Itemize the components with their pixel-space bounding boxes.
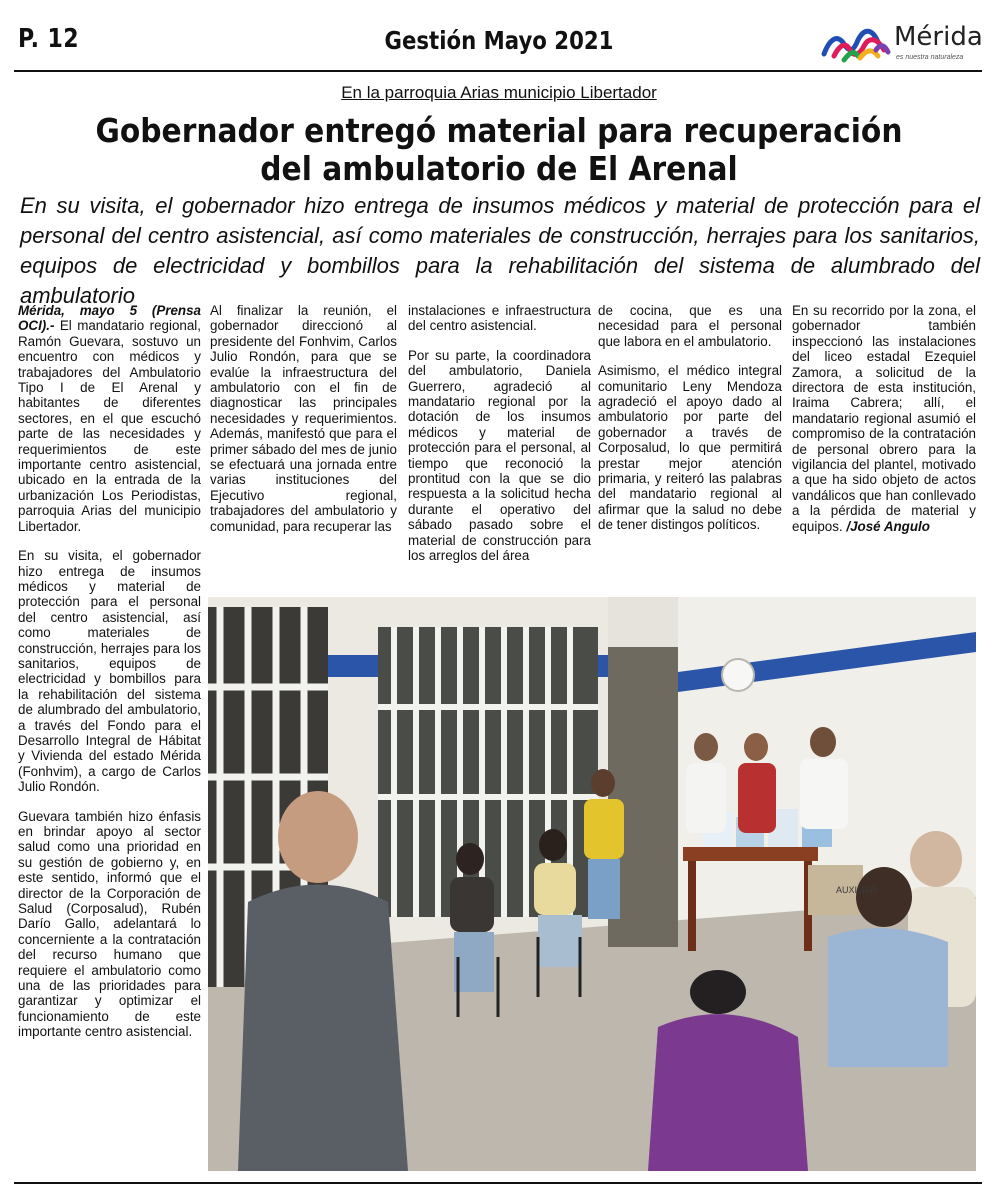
meeting-scene-photo [208, 597, 976, 1171]
paragraph: Asimismo, el médico integral comunitario Leny Mendoza agradeció el apoyo dado al ambulatorio por parte del gobernador a través de Corposalud, lo que permitirá prestar mejor atención primaria, y reiteró las palabras del mandatario regional al afirmar que la salud no debe de tener distingos políticos. [598, 363, 782, 533]
logo-tagline: es nuestra naturaleza [896, 54, 964, 61]
section-title: Gestión Mayo 2021 [384, 26, 614, 55]
paragraph: instalaciones e infraestructura del centro asistencial. [408, 303, 591, 334]
article-headline [50, 112, 948, 188]
paragraph: Por su parte, la coordinadora del ambulatorio, Daniela Guerrero, agradeció al mandatario regional por la dotación de los insumos médicos y material de protección para el personal, al tiempo que reconoció la prontitud con la que se dio respuesta a la solicitud hecha durante el operativo del sábado pasado sobre el material de construcción para los arreglos del área [408, 347, 591, 564]
footer-rule [14, 1182, 982, 1184]
headline-line-2: del ambulatorio de El Arenal [260, 149, 738, 188]
merida-logo [820, 20, 990, 66]
box-label: AUXILIAR [836, 885, 878, 895]
byline-signature: /José Angulo [846, 518, 930, 534]
merida-logo-mark-icon [820, 20, 892, 66]
headline-line-1: Gobernador entregó material para recuperación [95, 111, 903, 150]
paragraph [18, 303, 201, 534]
article-column-1 [18, 303, 201, 1040]
article-column-5 [792, 303, 976, 534]
paragraph-text: En su recorrido por la zona, el gobernador también inspeccionó las instalaciones del liceo estadal Ezequiel Zamora, a solicitud de la directora de esta institución, Iraima Cabrera; allí, el mandatario regional asumió el compromiso de la contratación de personal obrero para la vigilancia del plantel, motivado a que ha sido objeto de actos vandálicos que han conllevado a la pérdida de material y equipos. [792, 303, 976, 534]
dateline: Mérida, mayo 5 (Prensa OCI).- [18, 303, 201, 334]
paragraph: de cocina, que es una necesidad para el personal que labora en el ambulatorio. [598, 303, 782, 349]
paragraph: En su visita, el gobernador hizo entrega de insumos médicos y material de protección para el personal del centro asistencial, así como materiales de construcción, herrajes para los sanitarios, equipos de electricidad y bombillos para la rehabilitación del sistema de alumbrado del ambulatorio, a través del Fondo para el Desarrollo Integral de Hábitat y Vivienda del estado Mérida (Fonhvim), a cargo de Carlos Julio Rondón. [18, 548, 201, 795]
paragraph: Al finalizar la reunión, el gobernador direccionó al presidente del Fonhvim, Carlos Julio Rondón, para que se evalúe la infraestructura del ambulatorio con el fin de diagnosticar las principales necesidades y requerimientos. Además, manifestó que para el primer sábado del mes de junio se efectuará una jornada entre varias instituciones del Ejecutivo regional, trabajadores del ambulatorio y comunidad, para recuperar las [210, 303, 397, 534]
paragraph: Guevara también hizo énfasis en brindar apoyo al sector salud como una prioridad en su gestión de gobierno y, en este sentido, informó que el director de la Corporación de Salud (Corposalud), Rubén Darío Gallo, adelantará lo concerniente a la contratación del recurso humano que requiere el ambulatorio como una de las prioridades para garantizar y optimizar el funcionamiento de este importante centro asistencial. [18, 808, 201, 1040]
article-column-2 [210, 303, 397, 534]
article-column-4 [598, 303, 782, 533]
logo-name: Mérida [894, 22, 983, 52]
article-kicker: En la parroquia Arias municipio Libertador [341, 83, 657, 102]
header-rule [14, 70, 982, 72]
page-number: P. 12 [18, 24, 80, 54]
article-column-3 [408, 303, 591, 564]
page-header [0, 0, 998, 72]
paragraph [792, 303, 976, 534]
paragraph-text: El mandatario regional, Ramón Guevara, sostuvo un encuentro con médicos y trabajadores del Ambulatorio Tipo I de El Arenal y habitantes de diferentes sectores, en el que escuchó parte de las necesidades y requerimientos de este importante centro asistencial, ubicado en la entrada de la urbanización Los Periodistas, parroquia Arias del municipio Libertador. [18, 318, 201, 534]
article-lede: En su visita, el gobernador hizo entrega de insumos médicos y material de protección para el personal del centro asistencial, así como materiales de construcción, herrajes para los sanitarios, equipos de electricidad y bombillos para la rehabilitación del sistema de alumbrado del ambulatorio [20, 193, 980, 308]
article-photo [208, 597, 976, 1171]
